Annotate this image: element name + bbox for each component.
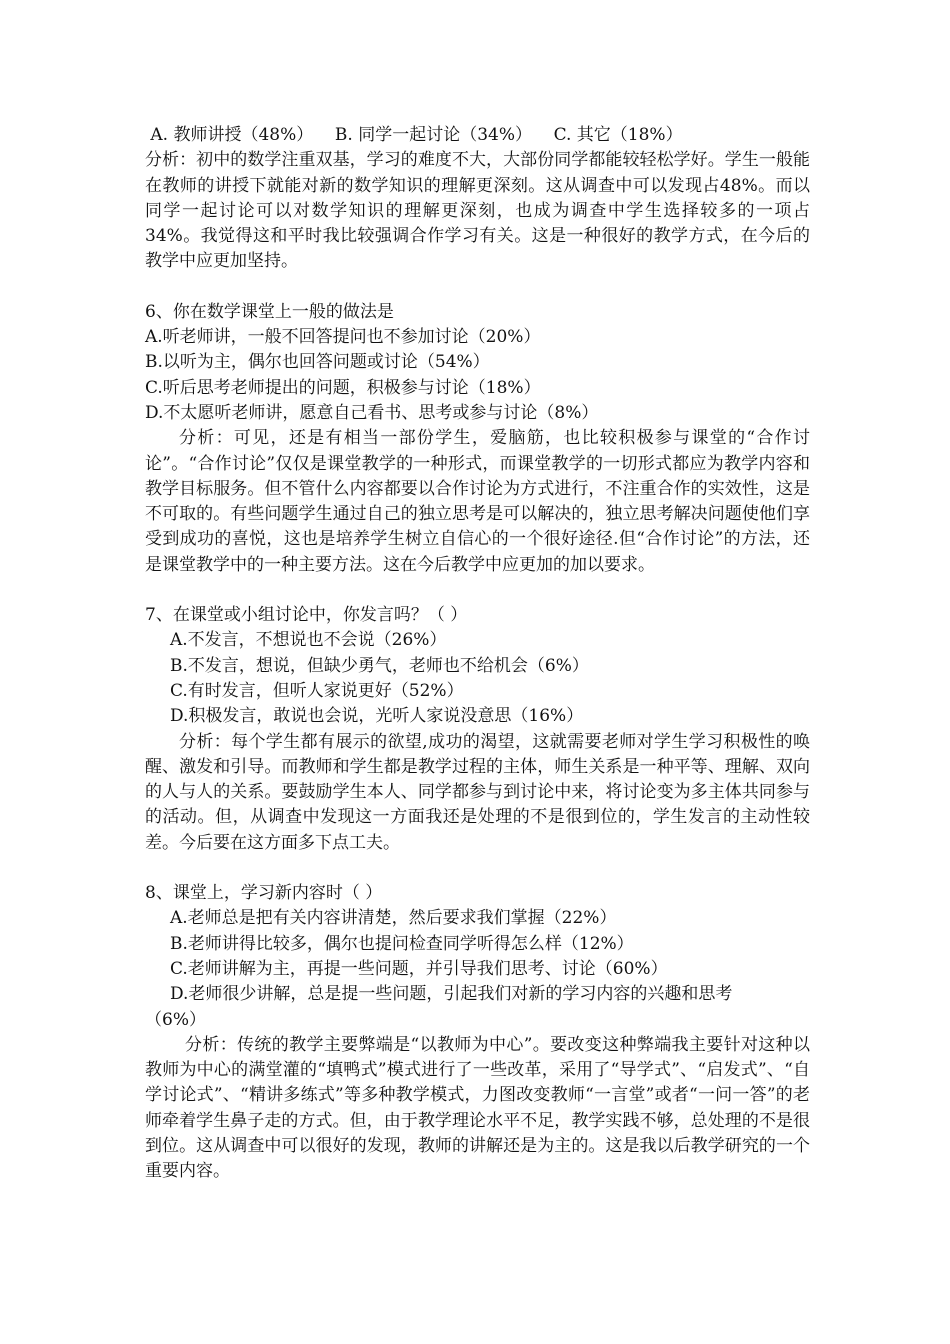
q7-analysis: 分析：每个学生都有展示的欲望,成功的渴望，这就需要老师对学生学习积极性的唤醒、激发和引导。而教师和学生都是教学过程的主体，师生关系是一种平等、理解、双向的人与人的关系。要鼓励学生本人、同学都参与到讨论中来，将讨论变为多主体共同参与的活动。但，从调查中发现这一方面我还是处理的不是很到位的，学生发言的主动性较差。今后要在这方面多下点工夫。 (145, 731, 810, 853)
spacer (145, 578, 810, 603)
q7-option-d: D.积极发言，敢说也会说，光听人家说没意思（16%） (170, 706, 584, 727)
q8-option-a: A.老师总是把有关内容讲清楚，然后要求我们掌握（22%） (170, 908, 617, 929)
q8-option-c: C.老师讲解为主，再提一些问题，并引导我们思考、讨论（60%） (170, 958, 668, 979)
q6-option-b: B.以听为主，偶尔也回答问题或讨论（54%） (145, 352, 490, 373)
q8-question: 8、课堂上，学习新内容时（ ） (145, 883, 383, 904)
q6-option-c: C.听后思考老师提出的问题，积极参与讨论（18%） (145, 377, 541, 398)
q6-question: 6、你在数学课堂上一般的做法是 (145, 301, 394, 322)
q6-option-a: A.听老师讲，一般不回答提问也不参加讨论（20%） (145, 327, 541, 348)
q5-analysis: 分析：初中的数学注重双基，学习的难度不大，大部份同学都能较轻松学好。学生一般能在教师的讲授下就能对新的数学知识的理解更深刻。这从调查中可以发现占48%。而以同学一起讨论可以对数学知识的理解更深刻，也成为调查中学生选择较多的一项占34%。我觉得这和平时我比较强调合作学习有关。这是一种很好的教学方式，在今后的教学中应更加坚持。 (145, 150, 810, 272)
q7-option-a: A.不发言，不想说也不会说（26%） (170, 630, 447, 651)
spacer (145, 275, 810, 300)
q7-option-b: B.不发言，想说，但缺少勇气，老师也不给机会（6%） (170, 655, 589, 676)
q6-option-d: D.不太愿听老师讲，愿意自己看书、思考或参与讨论（8%） (145, 402, 599, 423)
q5-options-line: A. 教师讲授（48%） B. 同学一起讨论（34%） C. 其它（18%） (145, 125, 683, 145)
q7-option-c: C.有时发言，但听人家说更好（52%） (170, 680, 464, 701)
q6-analysis: 分析：可见，还是有相当一部份学生，爱脑筋，也比较积极参与课堂的“合作讨论”。“合作讨论”仅仅是课堂教学的一种形式，而课堂教学的一切形式都应为教学内容和教学目标服务。但不管什么内容都要以合作讨论为方式进行，不注重合作的实效性，这是不可取的。有些问题学生通过自己的独立思考是可以解决的，独立思考解决问题使他们享受到成功的喜悦，这也是培养学生树立自信心的一个很好途径.但“合作讨论”的方法，还是课堂教学中的一种主要方法。这在今后教学中应更加的加以要求。 (145, 428, 810, 575)
q8-option-b: B.老师讲得比较多，偶尔也提问检查同学听得怎么样（12%） (170, 933, 634, 954)
q8-option-d-continued: （6%） (145, 1009, 206, 1030)
document-page (145, 123, 810, 1185)
q8-option-d: D.老师很少讲解，总是提一些问题，引起我们对新的学习内容的兴趣和思考 (170, 984, 733, 1005)
q7-question: 7、在课堂或小组讨论中，你发言吗？（ ） (145, 605, 468, 626)
spacer (145, 856, 810, 881)
q8-analysis: 分析：传统的教学主要弊端是“以教师为中心”。要改变这种弊端我主要针对这种以教师为中心的满堂灌的“填鸭式”模式进行了一些改革，采用了“导学式”、“启发式”、“自学讨论式”、“精讲多练式”等多种教学模式，力图改变教师“一言堂”或者“一问一答”的老师牵着学生鼻子走的方式。但，由于教学理论水平不足，教学实践不够，总处理的不是很到位。这从调查中可以很好的发现，教师的讲解还是为主的。这是我以后教学研究的一个重要内容。 (145, 1034, 810, 1182)
